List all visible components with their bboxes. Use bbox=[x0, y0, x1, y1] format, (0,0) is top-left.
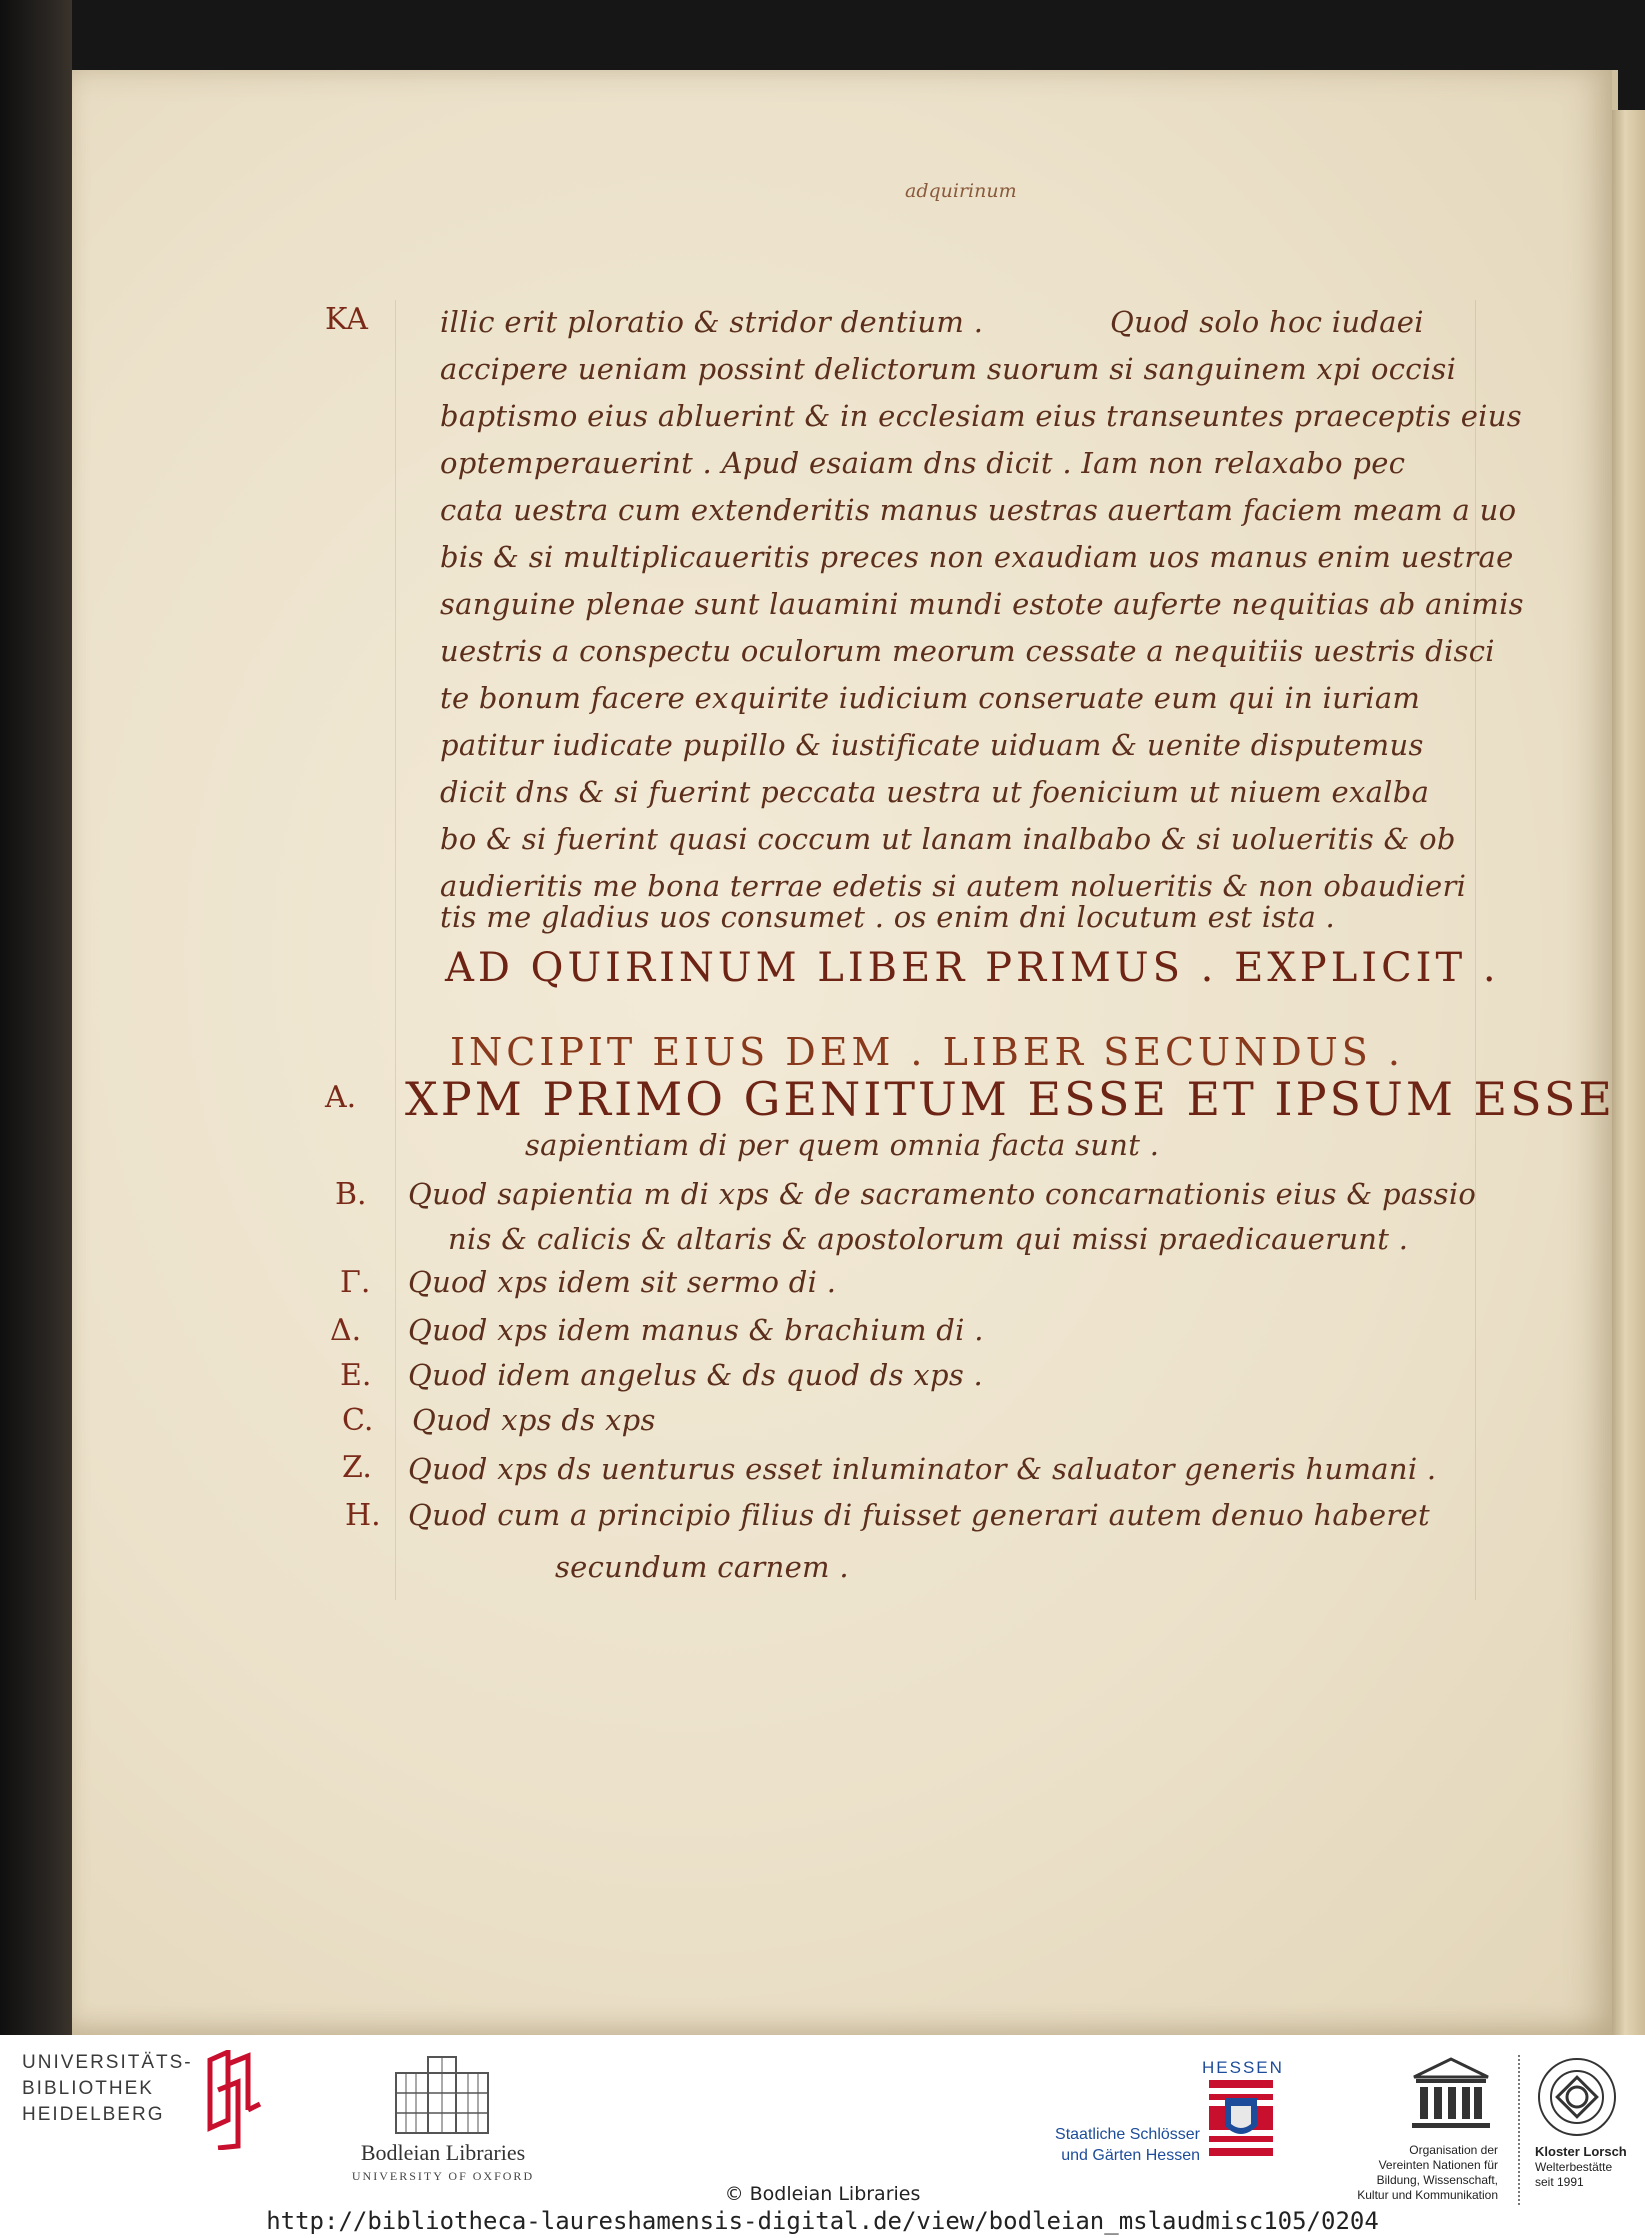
rubric-incipit: INCIPIT EIUS DEM . LIBER SECUNDUS . bbox=[450, 1030, 1404, 1074]
chapter-line: nis & calicis & altaris & apostolorum qui missi praedicauerunt . bbox=[448, 1222, 1409, 1256]
permalink-url[interactable]: http://bibliotheca-laureshamensis-digital.de/view/bodleian_mslaudmisc105/0204 bbox=[266, 2207, 1379, 2235]
chapter-line: Quod xps idem manus & brachium di . bbox=[408, 1313, 984, 1347]
chapter-line: Quod sapientia m di xps & de sacramento concarnationis eius & passio bbox=[408, 1177, 1477, 1211]
text-line: illic erit ploratio & stridor dentium . bbox=[440, 305, 984, 339]
hessen-coat-of-arms-icon bbox=[1209, 2080, 1273, 2156]
text-line: te bonum facere exquirite iudicium conseruate eum qui in iuriam bbox=[440, 681, 1421, 715]
chapter-line: secundum carnem . bbox=[555, 1550, 849, 1584]
ub-heidelberg-logo-icon bbox=[198, 2050, 268, 2150]
text-line: bo & si fuerint quasi coccum ut lanam inalbabo & si uolueritis & ob bbox=[440, 822, 1456, 856]
marginal-a: A. bbox=[325, 1080, 357, 1115]
chapter-letter: E. bbox=[340, 1358, 372, 1393]
chapter-letter: B. bbox=[335, 1177, 367, 1212]
chapter-line: Quod xps idem sit sermo di . bbox=[408, 1265, 837, 1299]
running-head: adquirinum bbox=[905, 180, 1017, 202]
unesco-temple-icon bbox=[1408, 2055, 1494, 2135]
chapter-line: Quod xps ds uenturus esset inluminator & saluator generis humani . bbox=[408, 1452, 1437, 1486]
unesco-wordmark: Organisation der Vereinten Nationen für Bildung, Wissenschaft, Kultur und Kommunikation bbox=[1357, 2143, 1498, 2202]
marginal-ka: KA bbox=[325, 302, 368, 337]
ub-heidelberg-wordmark: UNIVERSITÄTS- BIBLIOTHEK HEIDELBERG bbox=[22, 2052, 193, 2125]
chapter-title-continued: sapientiam di per quem omnia facta sunt . bbox=[525, 1128, 1160, 1162]
chapter-letter: Γ. bbox=[340, 1265, 371, 1300]
text-line: accipere ueniam possint delictorum suorum si sanguinem xpi occisi bbox=[440, 352, 1457, 386]
text-line: cata uestra cum extenderitis manus uestras auertam faciem meam a uo bbox=[440, 493, 1517, 527]
rubric-explicit: AD QUIRINUM LIBER PRIMUS . EXPLICIT . bbox=[445, 945, 1500, 991]
next-leaf-edge bbox=[1612, 110, 1645, 2035]
copyright-notice: © Bodleian Libraries bbox=[724, 2183, 921, 2205]
chapter-line: Quod xps ds xps bbox=[412, 1403, 656, 1437]
kloster-lorsch-wordmark: Kloster Lorsch Welterbestätte seit 1991 bbox=[1535, 2144, 1627, 2189]
bodleian-name: Bodleian Libraries bbox=[360, 2140, 526, 2165]
chapter-letter: C. bbox=[342, 1403, 374, 1438]
world-heritage-emblem-icon bbox=[1535, 2055, 1619, 2139]
chapter-line: Quod idem angelus & ds quod ds xps . bbox=[408, 1358, 984, 1392]
text-line: bis & si multiplicaueritis preces non exaudiam uos manus enim uestrae bbox=[440, 540, 1514, 574]
chapter-line: Quod cum a principio filius di fuisset generari autem denuo haberet bbox=[408, 1498, 1430, 1532]
ruling-line-left bbox=[395, 300, 396, 1600]
text-line: audieritis me bona terrae edetis si autem nolueritis & non obaudieri bbox=[440, 869, 1467, 903]
ssg-hessen-wordmark: Staatliche Schlösser und Gärten Hessen bbox=[1055, 2126, 1200, 2164]
chapter-letter: Z. bbox=[342, 1450, 372, 1485]
hessen-label: HESSEN bbox=[1202, 2058, 1284, 2077]
text-line: optemperauerint . Apud esaiam dns dicit . Iam non relaxabo pec bbox=[440, 446, 1406, 480]
chapter-title: XPM PRIMO GENITUM ESSE ET IPSUM ESSE bbox=[405, 1072, 1615, 1126]
text-line: patitur iudicate pupillo & iustificate uiduam & uenite disputemus bbox=[440, 728, 1424, 762]
text-line: tis me gladius uos consumet . os enim dni locutum est ista . bbox=[440, 900, 1336, 934]
bodleian-subtitle: UNIVERSITY OF OXFORD bbox=[351, 2169, 535, 2183]
chapter-letter: Δ. bbox=[330, 1313, 362, 1348]
text-line: uestris a conspectu oculorum meorum cessate a nequitiis uestris disci bbox=[440, 634, 1495, 668]
text-line: sanguine plenae sunt lauamini mundi estote auferte nequitias ab animis bbox=[440, 587, 1524, 621]
text-line: Quod solo hoc iudaei bbox=[1110, 305, 1424, 339]
bodleian-building-icon bbox=[392, 2053, 492, 2135]
chapter-letter: H. bbox=[345, 1498, 381, 1533]
text-line: dicit dns & si fuerint peccata uestra ut foenicium ut niuem exalba bbox=[440, 775, 1430, 809]
text-line: baptismo eius abluerint & in ecclesiam eius transeuntes praeceptis eius bbox=[440, 399, 1522, 433]
binding-edge bbox=[0, 0, 72, 2035]
